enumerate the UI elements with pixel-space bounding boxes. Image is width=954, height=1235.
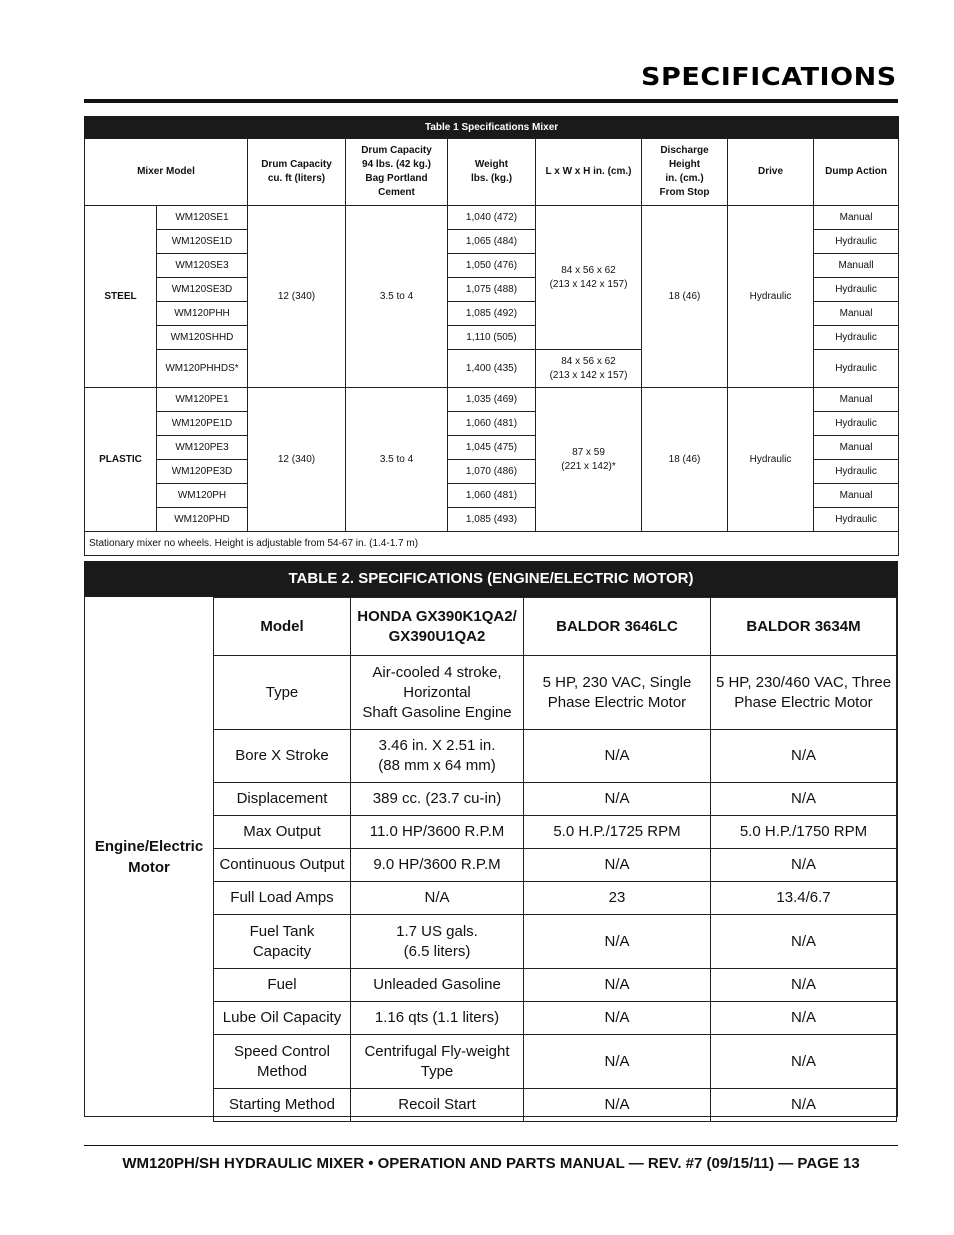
dimensions-line: 84 x 56 x 62 [561,355,616,367]
dimensions-line: (213 x 142 x 157) [549,278,628,290]
cell-line: (6.5 liters) [403,942,471,960]
dump-cell: Manual [814,436,899,460]
table-row [214,849,897,882]
header-bags-line: Cement [378,187,415,198]
dump-cell: Manual [814,388,899,412]
cell-line: Fuel Tank [249,922,315,940]
header-drive: Drive [728,139,814,206]
model-cell: WM120SE3D [157,278,248,302]
header-drum-capacity [248,139,346,206]
baldor1-cell [524,656,711,730]
table-row [214,1002,897,1035]
dimensions-line: 84 x 56 x 62 [561,264,616,276]
table-row [214,656,897,730]
header-baldor-3634m: BALDOR 3634M [711,598,897,656]
header-honda-line: HONDA GX390K1QA2/ [357,607,517,625]
header-bags-line: Bag Portland [365,173,428,184]
cell-line: 5 HP, 230/460 VAC, Three [715,673,892,691]
header-discharge-line: Discharge [660,145,709,156]
title-rule [84,99,898,103]
header-bags-line: Drum Capacity [361,145,432,156]
cell-line: Speed Control [234,1042,330,1060]
dump-cell: Hydraulic [814,350,899,388]
dimensions-line: (213 x 142 x 157) [549,369,628,381]
dimensions-cell [536,388,642,532]
weight-cell: 1,045 (475) [448,436,536,460]
header-mixer-model: Mixer Model [85,139,248,206]
dimensions-cell [536,350,642,388]
honda-cell [351,915,524,969]
header-dump-action: Dump Action [814,139,899,206]
header-weight-line: Weight [474,159,509,170]
dump-cell: Manual [814,302,899,326]
baldor2-cell: N/A [711,969,897,1002]
header-drum-capacity-line: cu. ft (liters) [267,173,326,184]
weight-cell: 1,060 (481) [448,412,536,436]
baldor1-cell: N/A [524,1089,711,1122]
baldor1-cell: N/A [524,1035,711,1089]
model-cell: WM120PE1D [157,412,248,436]
row-label: Continuous Output [214,849,351,882]
mixer-specifications-table [84,116,899,556]
cell-line: Air-cooled 4 stroke, [372,663,502,681]
model-cell: WM120PH [157,484,248,508]
weight-cell: 1,110 (505) [448,326,536,350]
weight-cell: 1,050 (476) [448,254,536,278]
honda-cell: 1.16 qts (1.1 liters) [351,1002,524,1035]
baldor2-cell [711,656,897,730]
header-honda-line: GX390U1QA2 [388,627,486,645]
baldor2-cell: 13.4/6.7 [711,882,897,915]
header-discharge-height [642,139,728,206]
model-cell: WM120SE1 [157,206,248,230]
model-cell: WM120SE1D [157,230,248,254]
baldor1-cell: N/A [524,849,711,882]
page-title: SPECIFICATIONS [641,62,897,91]
header-dimensions: L x W x H in. (cm.) [536,139,642,206]
cell-line: Shaft Gasoline Engine [362,703,512,721]
row-label [214,915,351,969]
row-label: Fuel [214,969,351,1002]
table1-footnote: Stationary mixer no wheels. Height is adjustable from 54-67 in. (1.4-1.7 m) [85,532,899,556]
header-drum-capacity-line: Drum Capacity [261,159,332,170]
table-row [214,816,897,849]
baldor1-cell: N/A [524,915,711,969]
cell-line: Method [256,1062,308,1080]
group-label-steel: STEEL [85,206,157,388]
table-row [85,388,899,412]
dimensions-cell [536,206,642,350]
table-row [214,783,897,816]
group-label-plastic: PLASTIC [85,388,157,532]
model-cell: WM120PHD [157,508,248,532]
baldor2-cell: 5.0 H.P./1750 RPM [711,816,897,849]
baldor1-cell: N/A [524,1002,711,1035]
model-cell: WM120PHHDS* [157,350,248,388]
header-baldor-3646lc: BALDOR 3646LC [524,598,711,656]
bags-cell: 3.5 to 4 [346,388,448,532]
honda-cell: 11.0 HP/3600 R.P.M [351,816,524,849]
baldor2-cell: N/A [711,1089,897,1122]
drum-capacity-cell: 12 (340) [248,388,346,532]
weight-cell: 1,060 (481) [448,484,536,508]
bags-cell: 3.5 to 4 [346,206,448,388]
weight-cell: 1,065 (484) [448,230,536,254]
honda-cell: N/A [351,882,524,915]
cell-line: Horizontal [403,683,471,701]
side-label-line: Motor [128,858,170,876]
weight-cell: 1,035 (469) [448,388,536,412]
cell-line: 5 HP, 230 VAC, Single [542,673,692,691]
baldor2-cell: N/A [711,1035,897,1089]
honda-cell: Recoil Start [351,1089,524,1122]
cell-line: Phase Electric Motor [547,693,687,711]
dump-cell: Hydraulic [814,460,899,484]
cell-line: Centrifugal Fly-weight [364,1042,510,1060]
table-row [214,882,897,915]
model-cell: WM120PE3 [157,436,248,460]
model-cell: WM120PE3D [157,460,248,484]
dump-cell: Manual [814,206,899,230]
dimensions-line: (221 x 142)* [561,460,616,472]
table-row [85,206,899,230]
row-label: Max Output [214,816,351,849]
row-label: Bore X Stroke [214,730,351,783]
row-label [214,1035,351,1089]
dimensions-line: 87 x 59 [572,446,605,458]
honda-cell [351,1035,524,1089]
baldor1-cell: 23 [524,882,711,915]
model-cell: WM120PHH [157,302,248,326]
row-label: Full Load Amps [214,882,351,915]
table-row [214,730,897,783]
side-label-line: Engine/Electric [94,837,204,855]
weight-cell: 1,075 (488) [448,278,536,302]
header-model: Model [214,598,351,656]
dump-cell: Manuall [814,254,899,278]
table-row [214,915,897,969]
header-discharge-line: Height [668,159,701,170]
baldor2-cell: N/A [711,849,897,882]
row-label: Starting Method [214,1089,351,1122]
dump-cell: Hydraulic [814,508,899,532]
header-bags-line: 94 lbs. (42 kg.) [362,159,431,170]
dump-cell: Hydraulic [814,278,899,302]
row-label: Lube Oil Capacity [214,1002,351,1035]
baldor2-cell: N/A [711,730,897,783]
header-discharge-line: From Stop [659,187,710,198]
engine-side-label [85,597,213,1116]
table-row [214,1089,897,1122]
model-cell: WM120PE1 [157,388,248,412]
model-cell: WM120SE3 [157,254,248,278]
header-drum-capacity-bags [346,139,448,206]
cell-line: Capacity [252,942,312,960]
header-weight-line: lbs. (kg.) [470,173,513,184]
row-label: Type [214,656,351,730]
weight-cell: 1,070 (486) [448,460,536,484]
table-row [214,1035,897,1089]
discharge-cell: 18 (46) [642,388,728,532]
header-weight [448,139,536,206]
honda-cell: 389 cc. (23.7 cu-in) [351,783,524,816]
page-footer: WM120PH/SH HYDRAULIC MIXER • OPERATION AND PARTS MANUAL — REV. #7 (09/15/11) — PAGE 13 [122,1155,860,1172]
cell-line: Phase Electric Motor [734,693,873,711]
weight-cell: 1,085 (492) [448,302,536,326]
baldor1-cell: 5.0 H.P./1725 RPM [524,816,711,849]
cell-line: (88 mm x 64 mm) [378,757,496,774]
baldor1-cell: N/A [524,730,711,783]
honda-cell [351,656,524,730]
table-row [214,969,897,1002]
honda-cell: Unleaded Gasoline [351,969,524,1002]
weight-cell: 1,085 (493) [448,508,536,532]
engine-specifications-table [213,597,897,1122]
dump-cell: Hydraulic [814,412,899,436]
cell-line: 3.46 in. X 2.51 in. [378,737,496,754]
honda-cell: 9.0 HP/3600 R.P.M [351,849,524,882]
model-cell: WM120SHHD [157,326,248,350]
honda-cell [351,730,524,783]
dump-cell: Hydraulic [814,326,899,350]
baldor2-cell: N/A [711,915,897,969]
dump-cell: Manual [814,484,899,508]
footer-rule [84,1145,898,1146]
weight-cell: 1,400 (435) [448,350,536,388]
cell-line: 1.7 US gals. [396,922,478,940]
baldor1-cell: N/A [524,969,711,1002]
table1-caption: Table 1 Specifications Mixer [85,117,899,139]
discharge-cell: 18 (46) [642,206,728,388]
drive-cell: Hydraulic [728,388,814,532]
baldor2-cell: N/A [711,783,897,816]
header-honda [351,598,524,656]
drive-cell: Hydraulic [728,206,814,388]
cell-line: Type [420,1062,454,1080]
table2-caption: TABLE 2. SPECIFICATIONS (ENGINE/ELECTRIC MOTOR) [84,561,898,597]
drum-capacity-cell: 12 (340) [248,206,346,388]
baldor1-cell: N/A [524,783,711,816]
baldor2-cell: N/A [711,1002,897,1035]
header-discharge-line: in. (cm.) [665,173,704,184]
row-label: Displacement [214,783,351,816]
weight-cell: 1,040 (472) [448,206,536,230]
dump-cell: Hydraulic [814,230,899,254]
